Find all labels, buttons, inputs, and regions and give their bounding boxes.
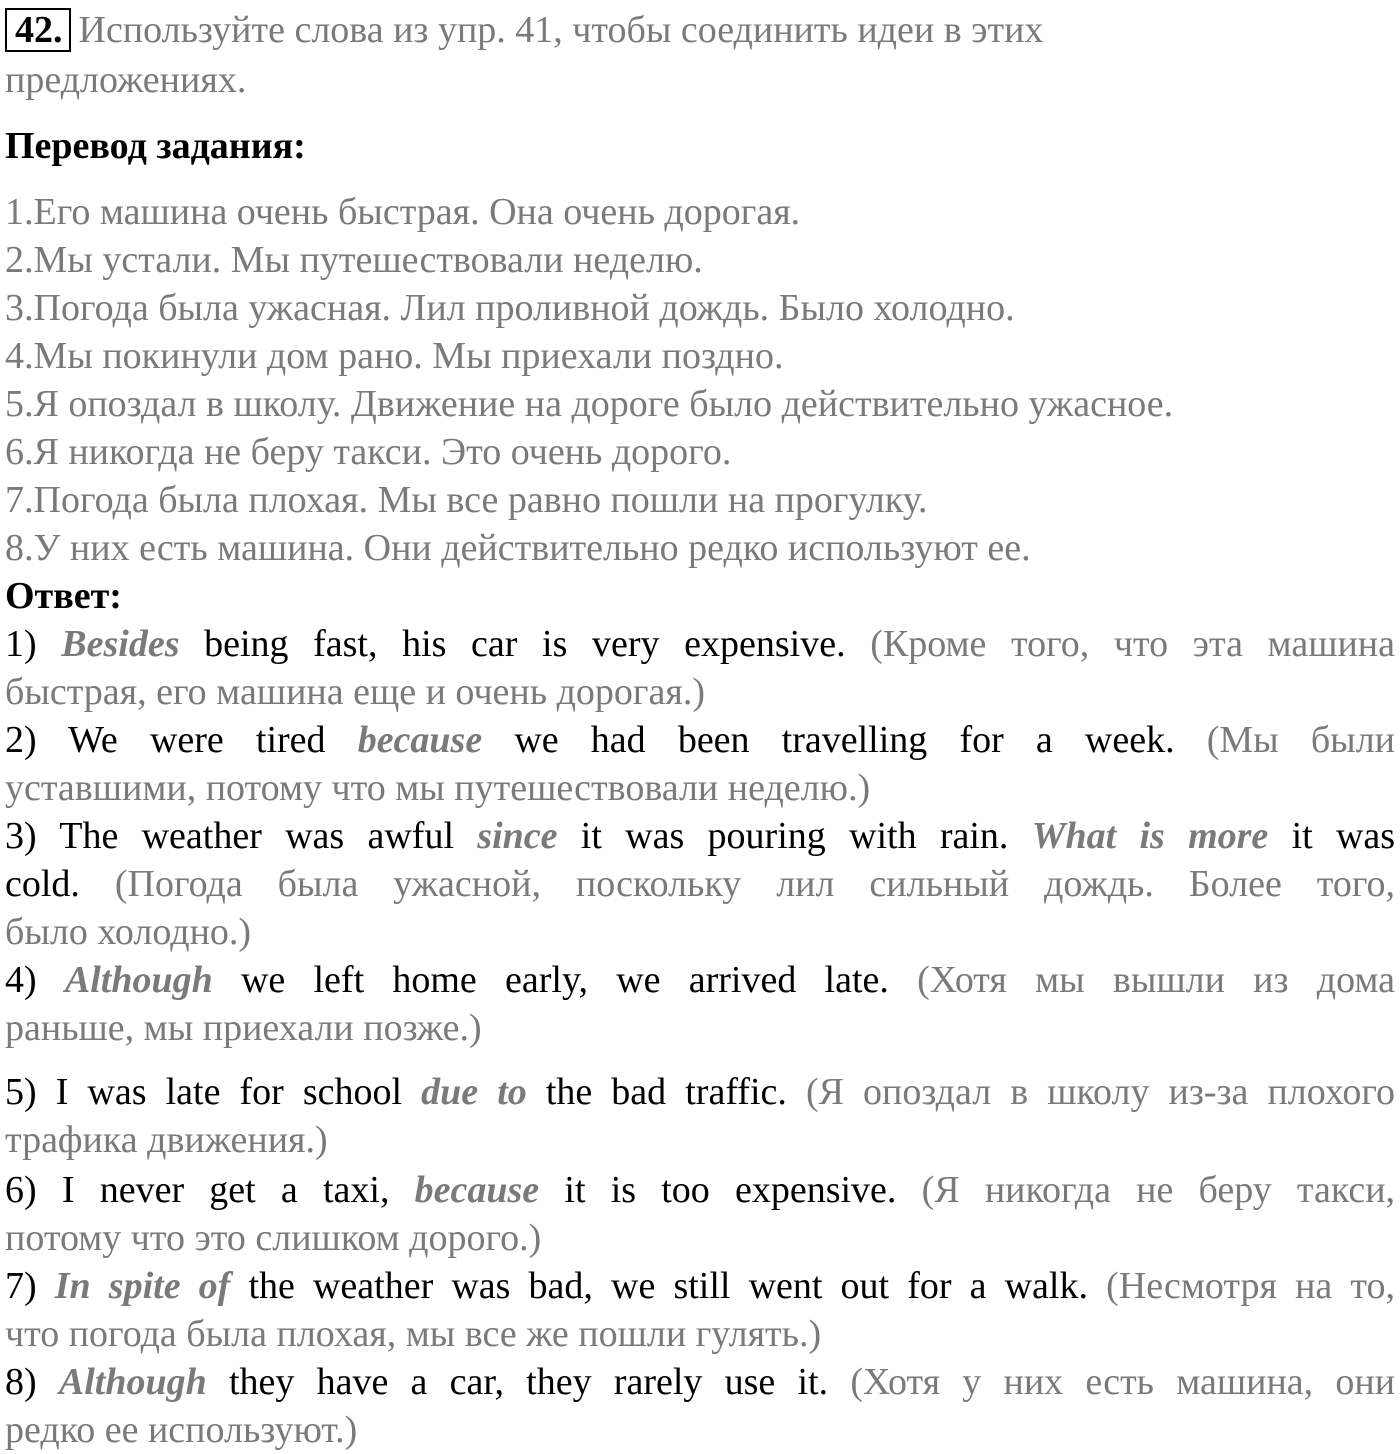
- answer-6-russian-b: потому что это слишком дорого.): [5, 1217, 542, 1259]
- answer-1-english: being fast, his car is very expensive.: [204, 623, 846, 665]
- answer-5-number: 5): [5, 1071, 37, 1113]
- answer-3-russian-a: (Погода была ужасной, поскольку лил сильный дождь. Более того,: [114, 863, 1395, 905]
- answer-2-keyword: because: [357, 719, 483, 761]
- answer-1-russian-a: (Кроме того, что эта машина: [870, 623, 1395, 665]
- answer-3-line2: [5, 860, 1395, 908]
- answer-5-line1: [5, 1068, 1395, 1116]
- answer-4-english: we left home early, we arrived late.: [240, 959, 889, 1001]
- answer-4-russian-a: (Хотя мы вышли из дома: [917, 959, 1395, 1001]
- answer-1-number: 1): [5, 623, 37, 665]
- answer-3-line1: [5, 812, 1395, 860]
- answer-1-line1: [5, 620, 1395, 668]
- answer-6-russian-a: (Я никогда не беру такси,: [921, 1169, 1396, 1211]
- translation-heading: Перевод задания:: [5, 125, 306, 167]
- translation-sentence-3: 3.Погода была ужасная. Лил проливной дождь. Было холодно.: [5, 287, 1015, 329]
- answer-7-english: the weather was bad, we still went out for a walk.: [248, 1265, 1088, 1307]
- answer-5-keyword: due to: [421, 1071, 527, 1113]
- answer-heading: Ответ:: [5, 575, 122, 617]
- answer-8-number: 8): [5, 1361, 37, 1403]
- answer-3-english-b: it was pouring with rain.: [580, 815, 1009, 857]
- answer-6-number: 6): [5, 1169, 37, 1211]
- translation-sentence-8: 8.У них есть машина. Они действительно редко используют ее.: [5, 527, 1031, 569]
- answer-6-english-a: I never get a taxi,: [61, 1169, 390, 1211]
- translation-sentence-5: 5.Я опоздал в школу. Движение на дороге было действительно ужасное.: [5, 383, 1174, 425]
- answer-2-number: 2): [5, 719, 37, 761]
- answer-8-russian-b: редко ее используют.): [5, 1409, 358, 1451]
- translation-sentence-7: 7.Погода была плохая. Мы все равно пошли на прогулку.: [5, 479, 928, 521]
- answer-7-keyword: In spite of: [54, 1265, 231, 1307]
- task-text-line2: предложениях.: [5, 59, 247, 101]
- answer-3-english-a: The weather was awful: [59, 815, 455, 857]
- answer-3-english-c: it was: [1291, 815, 1396, 857]
- answer-5-english-b: the bad traffic.: [545, 1071, 787, 1113]
- answer-6-keyword: because: [414, 1169, 540, 1211]
- answer-8-russian-a: (Хотя у них есть машина, они: [850, 1361, 1396, 1403]
- translation-sentence-4: 4.Мы покинули дом рано. Мы приехали поздно.: [5, 335, 784, 377]
- answer-3-english-d: cold.: [5, 863, 80, 905]
- answer-5-russian-a: (Я опоздал в школу из-за плохого: [805, 1071, 1396, 1113]
- translation-sentence-1: 1.Его машина очень быстрая. Она очень дорогая.: [5, 191, 801, 233]
- answer-3-keyword: since: [477, 815, 558, 857]
- task-number-box: 42.: [5, 8, 71, 52]
- answer-1-russian-b: быстрая, его машина еще и очень дорогая.): [5, 671, 706, 713]
- answer-7-line1: [5, 1262, 1395, 1310]
- answer-7-number: 7): [5, 1265, 37, 1307]
- answer-2-line1: [5, 716, 1395, 764]
- answer-7-russian-b: что погода была плохая, мы все же пошли гулять.): [5, 1313, 822, 1355]
- answer-4-line1: [5, 956, 1395, 1004]
- answer-5-russian-b: трафика движения.): [5, 1119, 328, 1161]
- answer-3-keyword-2: What is more: [1031, 815, 1269, 857]
- translation-sentence-6: 6.Я никогда не беру такси. Это очень дорого.: [5, 431, 732, 473]
- answer-8-line1: [5, 1358, 1395, 1406]
- task-line-1: [5, 6, 1043, 54]
- answer-8-english: they have a car, they rarely use it.: [228, 1361, 829, 1403]
- answer-7-russian-a: (Несмотря на то,: [1106, 1265, 1395, 1307]
- answer-2-russian-a: (Мы были: [1206, 719, 1395, 761]
- answer-4-keyword: Although: [64, 959, 213, 1001]
- answer-6-english-b: it is too expensive.: [564, 1169, 897, 1211]
- answer-2-english-a: We were tired: [68, 719, 326, 761]
- answer-5-english-a: I was late for school: [55, 1071, 403, 1113]
- task-text-line1: Используйте слова из упр. 41, чтобы соединить идеи в этих: [78, 9, 1044, 51]
- answer-6-line1: [5, 1166, 1395, 1214]
- answer-2-english-b: we had been travelling for a week.: [514, 719, 1175, 761]
- translation-sentence-2: 2.Мы устали. Мы путешествовали неделю.: [5, 239, 703, 281]
- answer-2-russian-b: уставшими, потому что мы путешествовали неделю.): [5, 767, 871, 809]
- answer-4-russian-b: раньше, мы приехали позже.): [5, 1007, 482, 1049]
- answer-8-keyword: Although: [58, 1361, 207, 1403]
- answer-3-russian-b: было холодно.): [5, 911, 252, 953]
- answer-3-number: 3): [5, 815, 37, 857]
- answer-1-keyword: Besides: [61, 623, 180, 665]
- answer-4-number: 4): [5, 959, 37, 1001]
